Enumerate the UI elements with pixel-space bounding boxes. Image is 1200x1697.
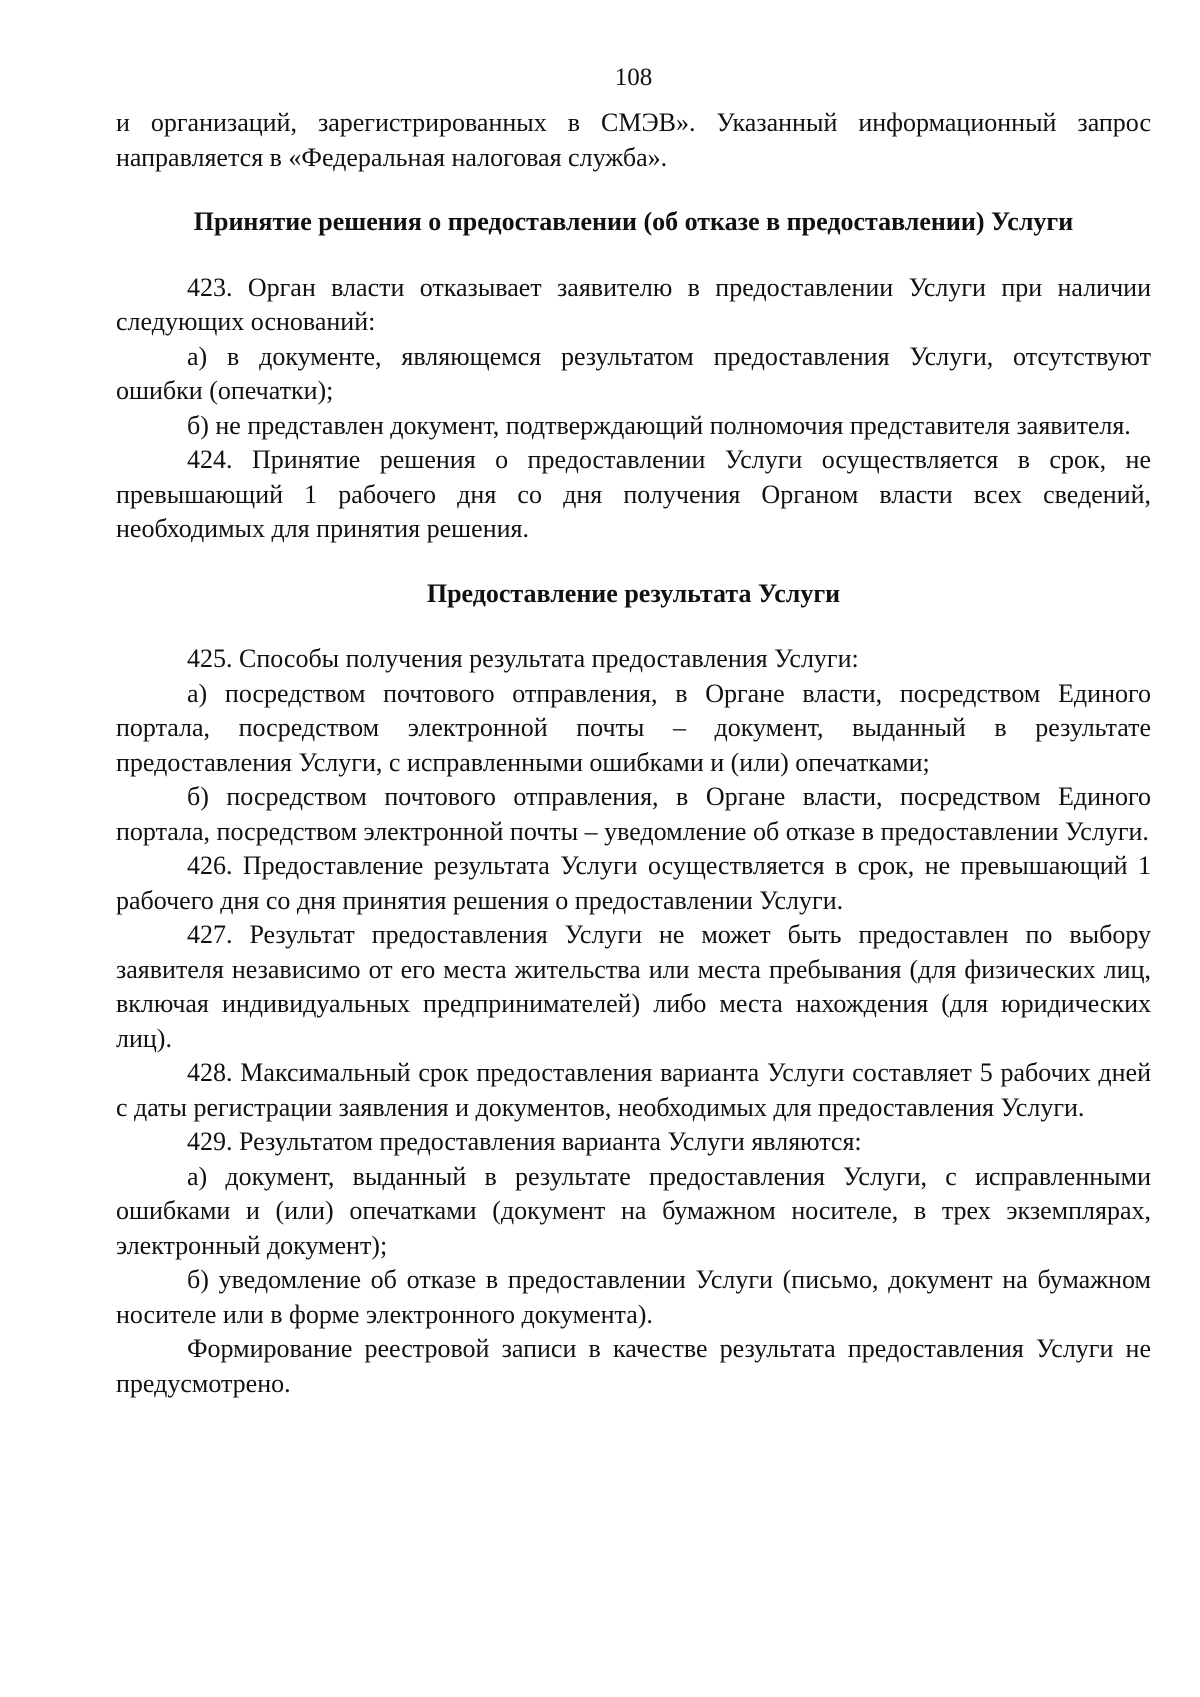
paragraph-423-b: б) не представлен документ, подтверждающий полномочия представителя заявителя. <box>187 410 1131 440</box>
paragraph-424: 424. Принятие решения о предоставлении Услуги осуществляется в срок, не превышающий 1 рабочего дня со дня получения Органом власти всех сведений, необходимых для принятия решения. <box>116 445 1151 543</box>
document-page <box>116 60 1151 1401</box>
paragraph-423-a: а) в документе, являющемся результатом предоставления Услуги, отсутствуют ошибки (опечатки); <box>116 341 1151 405</box>
section-heading-decision: Принятие решения о предоставлении (об отказе в предоставлении) Услуги <box>193 207 1074 236</box>
paragraph-425-b: б) посредством почтового отправления, в Органе власти, посредством Единого портала, посредством электронной почты – уведомление об отказе в предоставлении Услуги. <box>116 782 1151 846</box>
section-heading-result: Предоставление результата Услуги <box>426 578 841 608</box>
page-number: 108 <box>614 64 653 91</box>
paragraph-registry-note: Формирование реестровой записи в качестве результата предоставления Услуги не предусмотрено. <box>116 1334 1151 1398</box>
paragraph-429-b: б) уведомление об отказе в предоставлении Услуги (письмо, документ на бумажном носителе или в форме электронного документа). <box>116 1265 1151 1329</box>
paragraph-426: 426. Предоставление результата Услуги осуществляется в срок, не превышающий 1 рабочего дня со дня принятия решения о предоставлении Услуги. <box>116 851 1151 915</box>
paragraph-425: 425. Способы получения результата предоставления Услуги: <box>187 644 859 673</box>
paragraph-423: 423. Орган власти отказывает заявителю в предоставлении Услуги при наличии следующих оснований: <box>116 272 1151 336</box>
paragraph-427: 427. Результат предоставления Услуги не может быть предоставлен по выбору заявителя независимо от его места жительства или места пребывания (для физических лиц, включая индивидуальных предпринимателей) либо места нахождения (для юридических лиц). <box>116 920 1151 1053</box>
paragraph-429: 429. Результатом предоставления варианта Услуги являются: <box>187 1127 862 1156</box>
paragraph-continuation: и организаций, зарегистрированных в СМЭВ». Указанный информационный запрос направляется в «Федеральная налоговая служба». <box>116 108 1151 172</box>
paragraph-428: 428. Максимальный срок предоставления варианта Услуги составляет 5 рабочих дней с даты регистрации заявления и документов, необходимых для предоставления Услуги. <box>116 1058 1151 1122</box>
paragraph-425-a: а) посредством почтового отправления, в Органе власти, посредством Единого портала, посредством электронной почты – документ, выданный в результате предоставления Услуги, с исправленными ошибками и (или) опечатками; <box>116 678 1151 777</box>
paragraph-429-a: а) документ, выданный в результате предоставления Услуги, с исправленными ошибками и (или) опечатками (документ на бумажном носителе, в трех экземплярах, электронный документ); <box>116 1161 1151 1260</box>
